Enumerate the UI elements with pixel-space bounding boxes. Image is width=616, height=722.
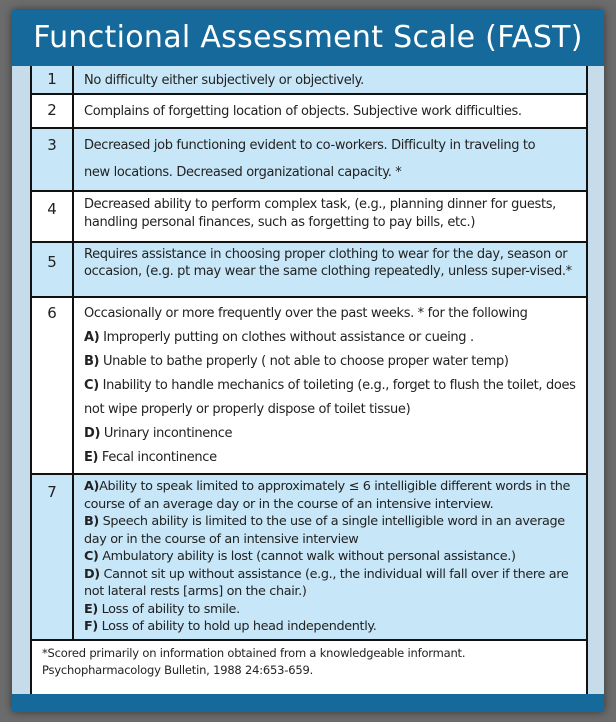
table-row-stage-4: [32, 192, 586, 243]
stage-intro: Occasionally or more frequently over the past weeks. * for the following: [84, 306, 528, 321]
sub-item-text: Ambulatory ability is lost (cannot walk without personal assistance.): [98, 549, 516, 564]
table-row-stage-1: [32, 66, 586, 95]
sub-item-label: C): [84, 378, 99, 393]
table-row-stage-2: [32, 95, 586, 129]
sub-item-text: Improperly putting on clothes without assistance or cueing .: [99, 330, 474, 345]
stage-description: Decreased ability to perform complex task, (e.g., planning dinner for guests, handling personal finances, such as forgetting to pay bills, etc.): [84, 197, 556, 230]
table-row-stage-7: [32, 475, 586, 641]
sub-item-label: B): [84, 514, 99, 529]
fast-table: [30, 66, 588, 703]
sub-item-text: Urinary incontinence: [100, 426, 233, 441]
stage-number: 4: [32, 192, 74, 241]
sub-item-label: E): [84, 601, 98, 617]
sub-item-label: B): [84, 354, 100, 369]
stage-number: 6: [32, 298, 74, 473]
sub-item: [84, 513, 576, 548]
stage-description: No difficulty either subjectively or objectively.: [84, 73, 364, 88]
sub-item-label: D): [84, 426, 101, 441]
sub-item: [84, 422, 576, 446]
sub-item: [84, 566, 576, 601]
sub-item-text: Ability to speak limited to approximately ≤ 6 intelligible different words in the course of an average day or in the course of an intensive interview.: [84, 479, 571, 512]
sub-item: [84, 350, 576, 374]
stage-description: [74, 298, 586, 473]
sub-item-text: Fecal incontinence: [98, 450, 217, 465]
sub-item-label: C): [84, 549, 99, 564]
footer-notes: [32, 641, 586, 701]
table-row-stage-5: [32, 243, 586, 298]
stage-number: 1: [32, 66, 74, 93]
sub-item-text: Inability to handle mechanics of toileting (e.g., forget to flush the toilet, does not wipe properly or properly dispose of toilet tissue): [84, 378, 576, 417]
sub-item-text: Speech ability is limited to the use of a single intelligible word in an average day or in the course of an intensive interview: [84, 514, 565, 547]
footnote: *Scored primarily on information obtained from a knowledgeable informant.: [42, 645, 466, 660]
sub-item: [84, 548, 576, 566]
sub-item-label: D): [84, 566, 100, 582]
sub-item: [84, 478, 576, 513]
table-row-stage-6: [32, 298, 586, 475]
sub-item-label: A): [84, 330, 100, 345]
sub-item-text: Loss of ability to smile.: [97, 601, 240, 617]
sub-item: [84, 601, 576, 619]
sub-item-text: Unable to bathe properly ( not able to choose proper water temp): [99, 354, 509, 369]
sub-item-text: Loss of ability to hold up head independently.: [97, 619, 377, 634]
stage-number: 2: [32, 95, 74, 127]
page-title: Functional Assessment Scale (FAST): [12, 10, 604, 66]
sub-item-label: F): [84, 619, 98, 634]
sub-item: [84, 326, 576, 350]
sub-item-label: A): [84, 479, 100, 494]
stage-description: Requires assistance in choosing proper clothing to wear for the day, season or occasion, (e.g. pt may wear the same clothing repeatedly, unless super-vised.*: [84, 247, 572, 279]
citation: Psychopharmacology Bulletin, 1988 24:653-659.: [42, 662, 314, 677]
sub-item: [84, 374, 576, 422]
sub-item: [84, 446, 576, 470]
fast-document: [12, 10, 604, 712]
stage-number: 3: [32, 129, 74, 190]
stage-description: Complains of forgetting location of objects. Subjective work difficulties.: [84, 104, 522, 119]
stage-description: Decreased job functioning evident to co-workers. Difficulty in traveling to new locations. Decreased organizational capacity. *: [84, 138, 536, 180]
sub-item-text: Cannot sit up without assistance (e.g., the individual will fall over if there are not lateral rests [arms] on the chair.): [84, 566, 569, 599]
table-row-stage-3: [32, 129, 586, 192]
sub-item: [84, 618, 576, 636]
stage-description: [74, 475, 586, 639]
stage-number: 5: [32, 243, 74, 296]
stage-number: 7: [32, 475, 74, 639]
bottom-bar: [12, 694, 604, 712]
sub-item-label: E): [84, 450, 99, 465]
